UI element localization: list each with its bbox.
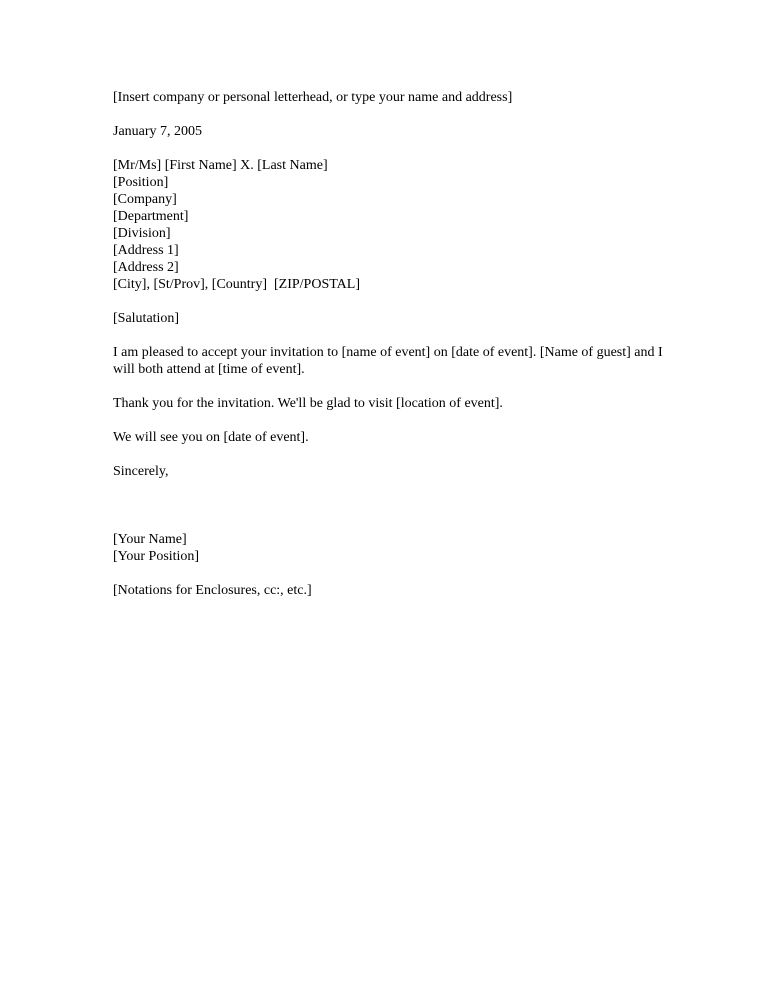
recipient-name: [Mr/Ms] [First Name] X. [Last Name]	[113, 158, 328, 173]
letterhead-placeholder: [Insert company or personal letterhead, or type your name and address]	[113, 90, 513, 105]
closing: Sincerely,	[113, 464, 169, 479]
body-paragraph-1: I am pleased to accept your invitation to [name of event] on [date of event]. [Name of guest] and I will both attend at [time of event].	[113, 345, 663, 377]
body-paragraph-3: We will see you on [date of event].	[113, 430, 309, 445]
spacer	[113, 140, 673, 157]
recipient-company: [Company]	[113, 192, 177, 207]
recipient-address-1: [Address 1]	[113, 243, 179, 258]
signature-space	[113, 480, 673, 531]
spacer	[113, 446, 673, 463]
signature-position: [Your Position]	[113, 549, 200, 564]
recipient-city-line: [City], [St/Prov], [Country] [ZIP/POSTAL]	[113, 277, 360, 292]
letter-body	[113, 89, 673, 599]
spacer	[113, 293, 673, 310]
recipient-position: [Position]	[113, 175, 169, 190]
spacer	[113, 412, 673, 429]
recipient-address-block	[113, 157, 673, 293]
recipient-department: [Department]	[113, 209, 189, 224]
letter-date: January 7, 2005	[113, 124, 203, 139]
spacer	[113, 378, 673, 395]
spacer	[113, 106, 673, 123]
notations: [Notations for Enclosures, cc:, etc.]	[113, 583, 312, 598]
recipient-address-2: [Address 2]	[113, 260, 179, 275]
salutation: [Salutation]	[113, 311, 180, 326]
spacer	[113, 565, 673, 582]
signature-name: [Your Name]	[113, 532, 187, 547]
spacer	[113, 327, 673, 344]
body-paragraph-2: Thank you for the invitation. We'll be glad to visit [location of event].	[113, 396, 503, 411]
recipient-division: [Division]	[113, 226, 171, 241]
